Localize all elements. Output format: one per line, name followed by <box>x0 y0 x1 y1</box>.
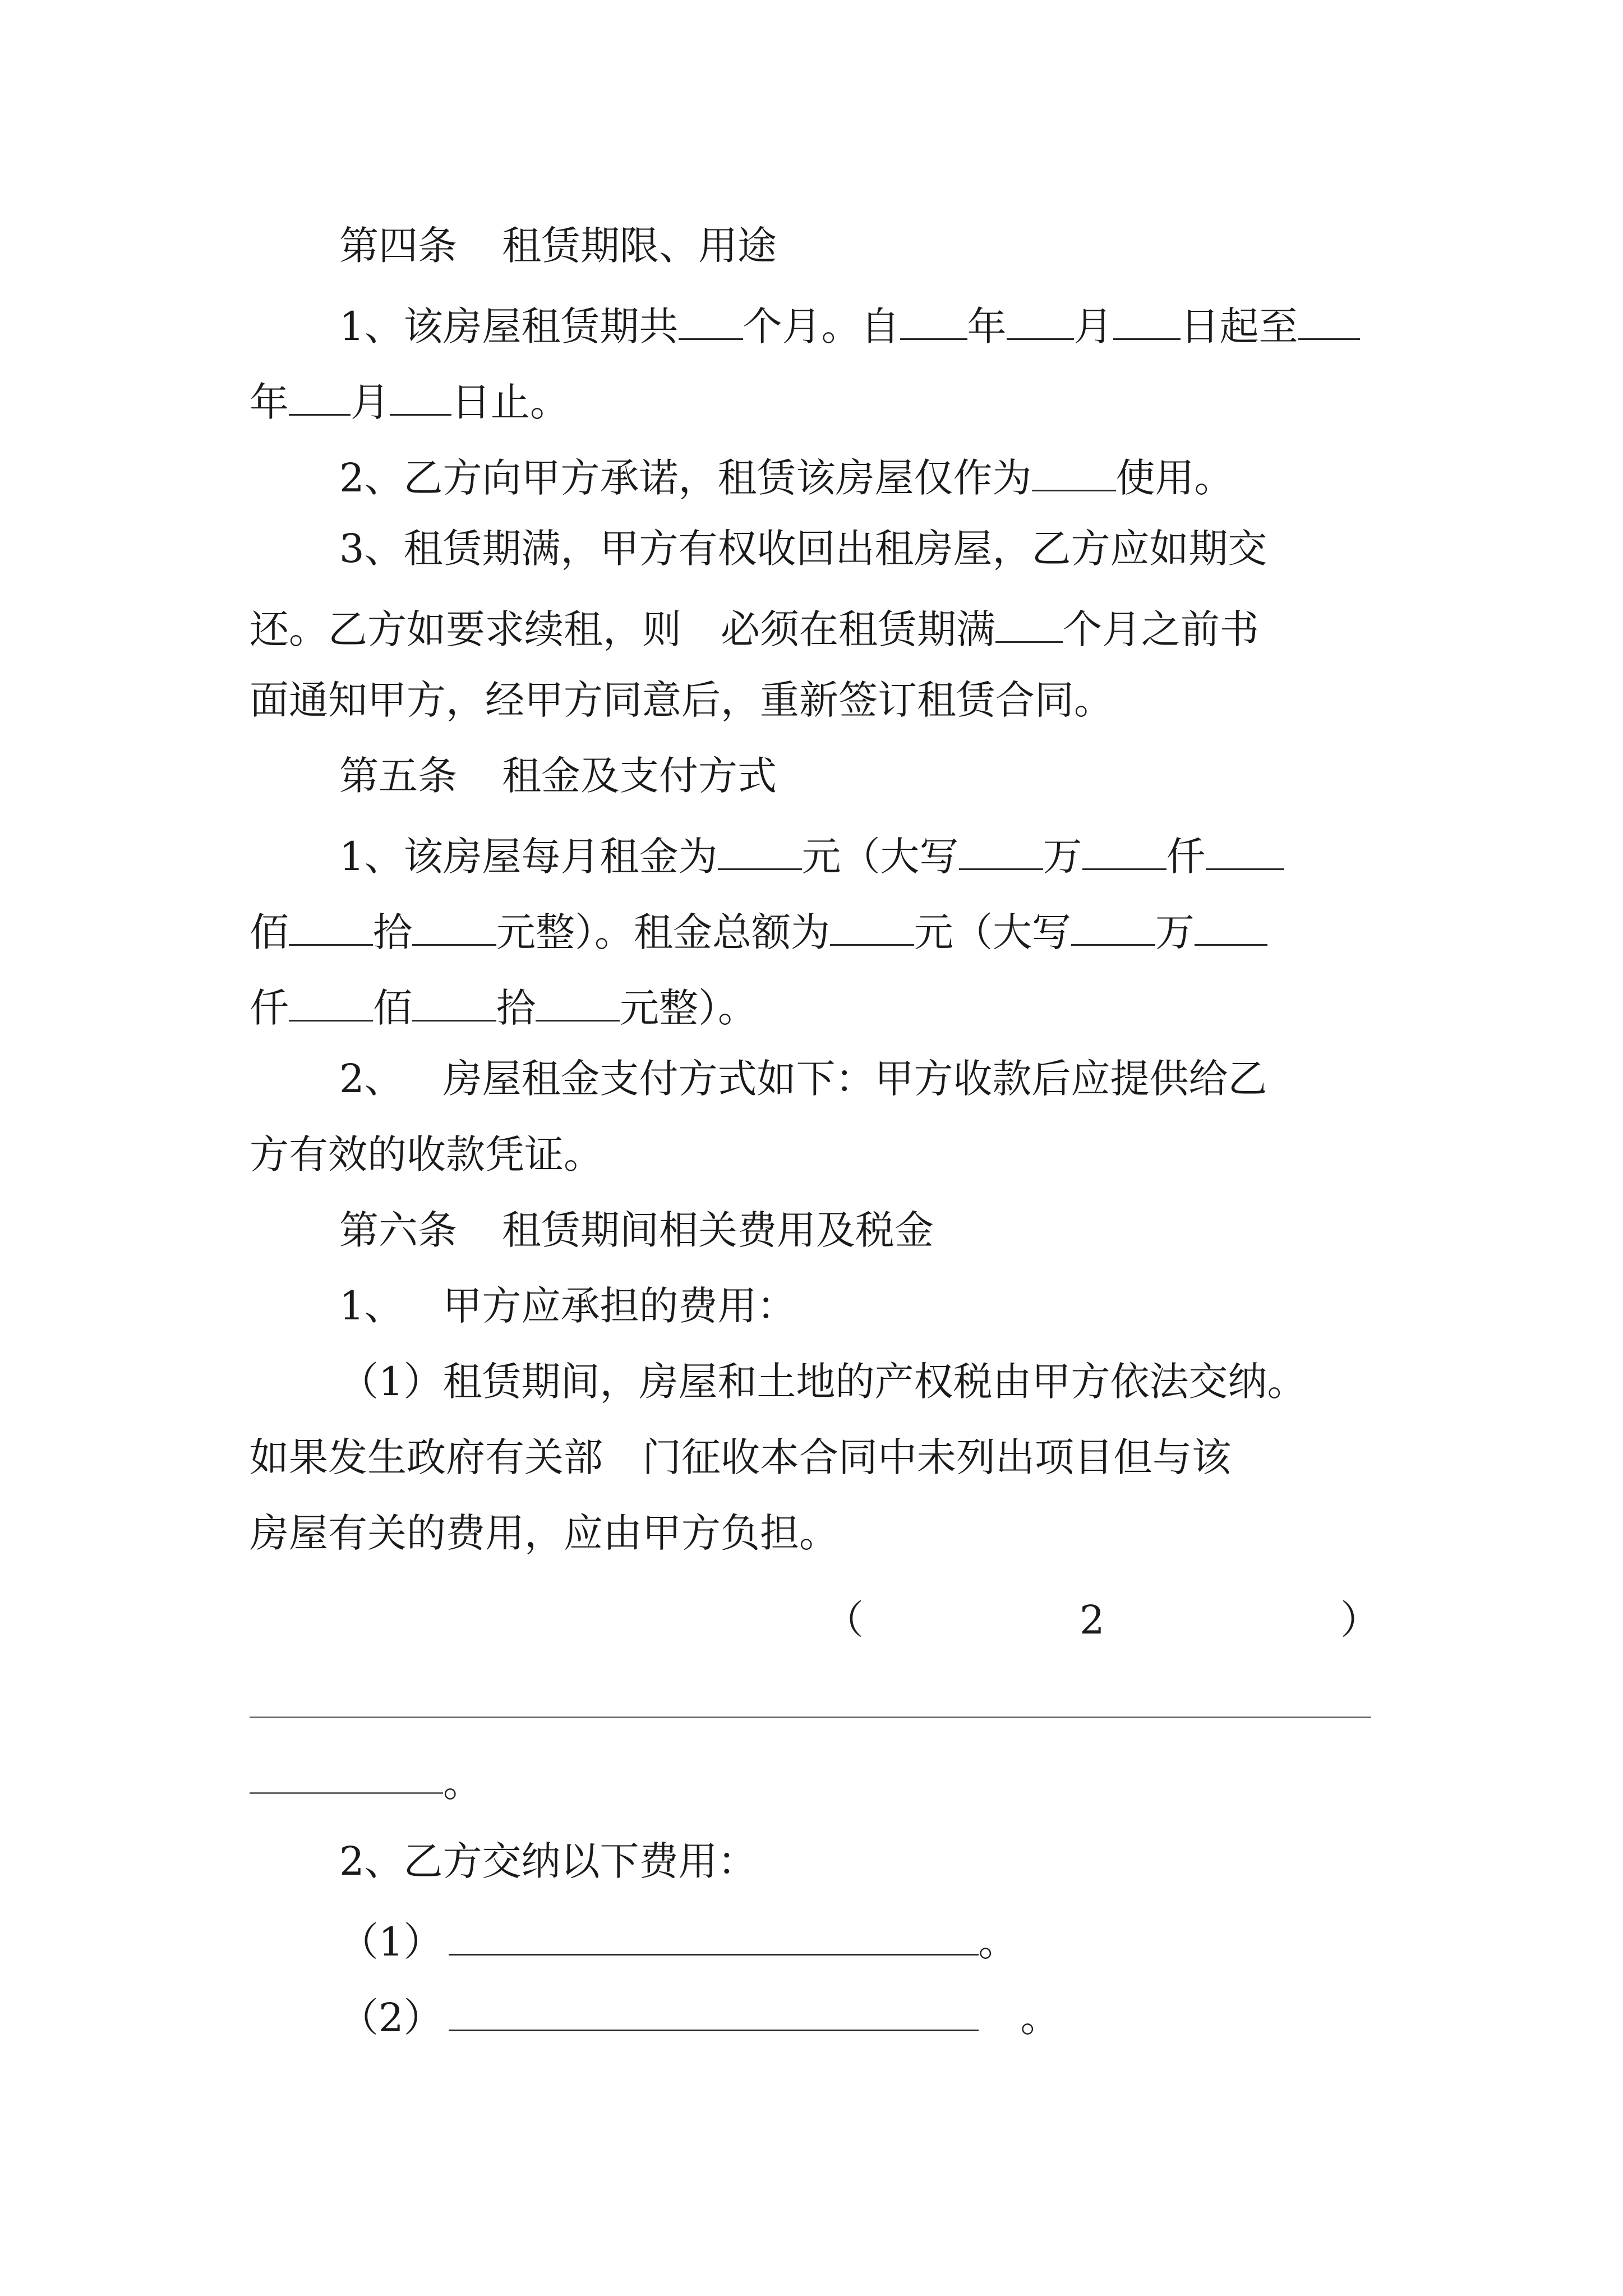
item-2-close-paren: ） <box>1340 1597 1380 1643</box>
clause-text: 月 <box>351 379 390 425</box>
clause-text: 个月之前书 <box>1063 606 1259 652</box>
clause-text: 拾 <box>496 985 536 1031</box>
clause-text: 。 <box>978 1919 1018 1965</box>
article-6-clause-1 <box>339 1279 796 1333</box>
article-4-number: 第四条 <box>339 223 457 269</box>
article-5-clause-1-line-3 <box>250 976 757 1035</box>
clause-text: 如果发生政府有关部 <box>250 1434 603 1480</box>
item-2-end-mark: 。 <box>443 1760 482 1806</box>
clause-text: 2、乙方交纳以下费用： <box>339 1838 757 1884</box>
blank-total-yuan[interactable] <box>536 976 620 1022</box>
clause-text: 万 <box>1043 834 1082 880</box>
article-6-item-1-line-1 <box>339 1355 1307 1409</box>
clause-text: （1）租赁期间，房屋和土地的产权税由甲方依法交纳。 <box>339 1359 1307 1405</box>
clause-text: 甲方应承担的费用： <box>442 1283 796 1329</box>
blank-item-2-line-1[interactable] <box>250 1717 1371 1718</box>
clause-text: 元整）。租金总额为 <box>496 909 830 955</box>
clause-text: 1、 <box>339 1283 404 1329</box>
clause-text: 佰 <box>250 909 289 955</box>
article-4-clause-3-line-1 <box>339 522 1267 576</box>
blank-rent-yuan[interactable] <box>412 900 496 946</box>
clause-text: 3、租赁期满，甲方有权收回出租房屋，乙方应如期交 <box>339 526 1267 572</box>
clause-text: 1、该房屋每月租金为 <box>339 834 718 880</box>
blank-total-shi[interactable] <box>412 976 496 1022</box>
article-6-number: 第六条 <box>339 1207 457 1253</box>
blank-tenant-fee-2[interactable] <box>449 1986 979 2031</box>
article-6-item-1-line-2 <box>250 1430 1231 1484</box>
article-6-clause-2-item-1 <box>339 1910 1018 1969</box>
clause-text: （1） <box>339 1919 443 1965</box>
article-5-number: 第五条 <box>339 753 457 799</box>
blank-start-year[interactable] <box>900 295 967 340</box>
clause-text: 2、乙方向甲方承诺，租赁该房屋仅作为 <box>339 455 1032 501</box>
blank-total-qian-lead[interactable] <box>1195 900 1267 946</box>
clause-text: 万 <box>1155 909 1195 955</box>
article-5-clause-1-line-2 <box>250 900 1267 959</box>
blank-item-2-line-2[interactable] <box>250 1792 443 1794</box>
clause-text: 必须在租赁期满 <box>721 606 995 652</box>
article-6-clause-2 <box>339 1834 757 1888</box>
article-6-item-1-line-3 <box>250 1506 838 1560</box>
clause-text: 拾 <box>373 909 412 955</box>
item-2-open-paren: （ <box>824 1597 864 1643</box>
article-4-clause-1-line-1 <box>339 295 1360 353</box>
clause-text: 日起至 <box>1180 303 1298 349</box>
article-5-clause-1-line-1 <box>339 825 1284 884</box>
clause-text: 元（大写 <box>801 834 959 880</box>
blank-rent-shi[interactable] <box>289 900 373 946</box>
article-6-heading <box>339 1203 934 1257</box>
clause-text: 。 <box>1020 1995 1060 2041</box>
clause-text: 面通知甲方，经甲方同意后，重新签订租赁合同。 <box>250 677 1113 723</box>
article-4-clause-1-line-2 <box>250 370 569 429</box>
clause-text: 仟 <box>1166 834 1206 880</box>
clause-text: 门征收本合同中未列出项目但与该 <box>642 1434 1231 1480</box>
clause-text: 日止。 <box>451 379 569 425</box>
article-4-heading <box>339 219 777 273</box>
blank-months[interactable] <box>679 295 743 340</box>
article-5-clause-2-line-1 <box>339 1052 1267 1106</box>
clause-text: 2、 <box>339 1056 404 1102</box>
blank-total-rent[interactable] <box>830 900 914 946</box>
blank-start-month[interactable] <box>1007 295 1074 340</box>
blank-rent-bai[interactable] <box>1206 825 1284 870</box>
blank-rent-wan[interactable] <box>959 825 1043 870</box>
article-5-clause-2-line-2 <box>250 1128 603 1181</box>
blank-end-day[interactable] <box>390 370 451 416</box>
clause-text: 月 <box>1073 303 1113 349</box>
article-4-clause-3-line-2 <box>250 597 1259 656</box>
article-5-title: 租金及支付方式 <box>502 753 777 799</box>
article-6-title: 租赁期间相关费用及税金 <box>502 1207 934 1253</box>
clause-text: 方有效的收款凭证。 <box>250 1131 603 1177</box>
clause-text: 使用。 <box>1115 455 1234 501</box>
clause-text: 1、该房屋租赁期共 <box>339 303 679 349</box>
blank-notice-months[interactable] <box>995 597 1063 643</box>
clause-text: 佰 <box>373 985 412 1031</box>
blank-end-month-lead[interactable] <box>289 370 351 416</box>
blank-start-day[interactable] <box>1113 295 1181 340</box>
clause-text: 年 <box>967 303 1007 349</box>
blank-monthly-rent[interactable] <box>718 825 802 870</box>
clause-text: 房屋有关的费用，应由甲方负担。 <box>250 1510 838 1556</box>
blank-usage[interactable] <box>1032 446 1116 491</box>
blank-total-wan[interactable] <box>1071 900 1155 946</box>
article-4-title: 租赁期限、用途 <box>502 223 777 269</box>
blank-total-bai[interactable] <box>289 976 373 1022</box>
clause-text: 元整）。 <box>620 985 757 1031</box>
clause-text: 房屋租金支付方式如下：甲方收款后应提供给乙 <box>442 1056 1267 1102</box>
clause-text: 仟 <box>250 985 289 1031</box>
item-2-number: 2 <box>1080 1597 1105 1643</box>
article-5-heading <box>339 749 777 803</box>
article-4-clause-3-line-3 <box>250 673 1113 727</box>
article-6-clause-2-item-2 <box>339 1986 1060 2045</box>
blank-rent-qian[interactable] <box>1082 825 1166 870</box>
clause-text: 还。乙方如要求续租，则 <box>250 606 681 652</box>
article-4-clause-2 <box>339 446 1234 505</box>
clause-text: 元（大写 <box>914 909 1071 955</box>
blank-end-year[interactable] <box>1298 295 1360 340</box>
blank-tenant-fee-1[interactable] <box>449 1910 979 1955</box>
clause-text: （2） <box>339 1995 443 2041</box>
clause-text: 年 <box>250 379 289 425</box>
clause-text: 个月。自 <box>743 303 900 349</box>
